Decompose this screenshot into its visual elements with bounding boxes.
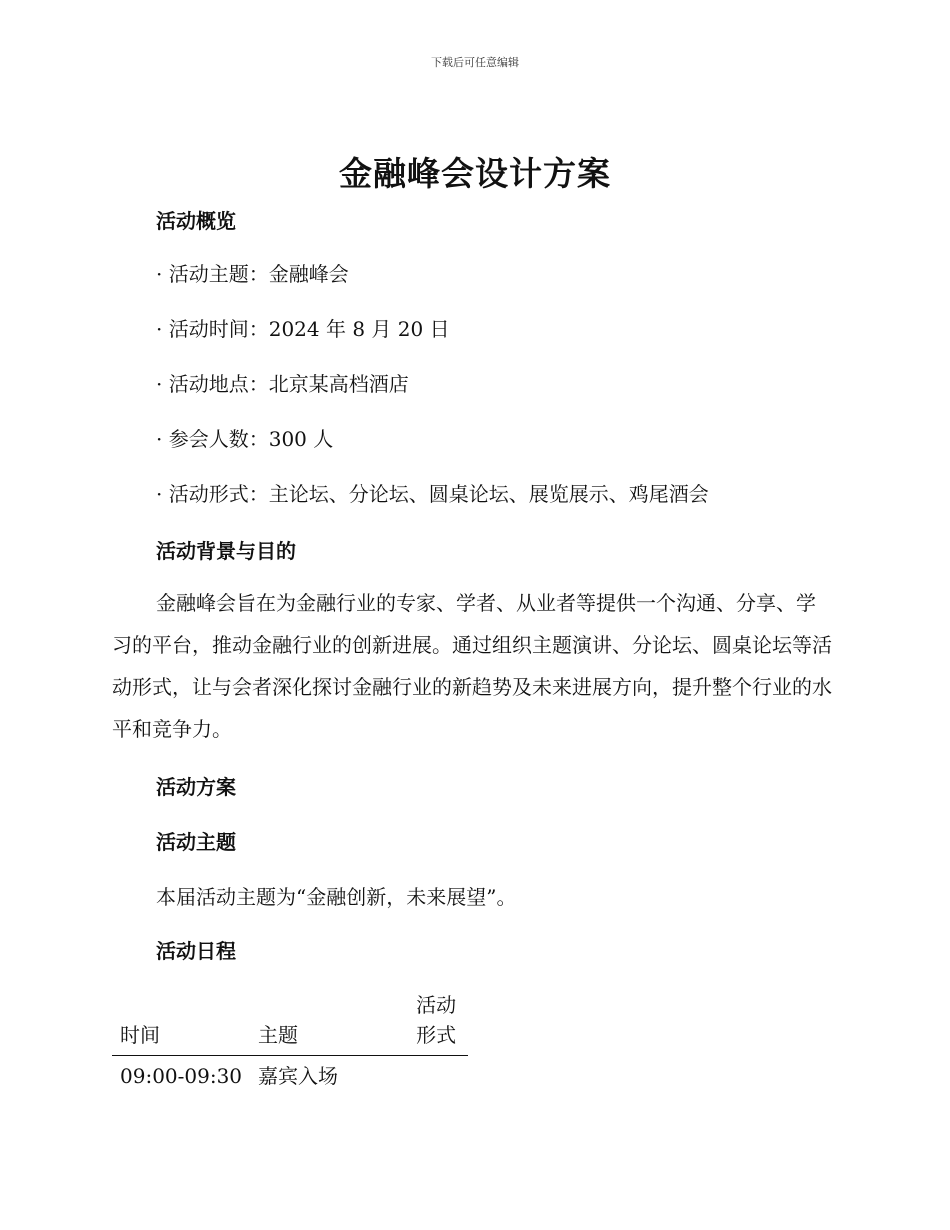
schedule-header-row <box>112 990 468 1056</box>
plan-heading: 活动方案 <box>156 775 236 799</box>
theme-text: 本届活动主题为“金融创新，未来展望”。 <box>156 885 517 909</box>
theme-heading: 活动主题 <box>156 830 236 854</box>
column-header-topic: 主题 <box>250 990 408 1056</box>
table-row <box>112 1056 468 1092</box>
overview-item-time: · 活动时间：2024 年 8 月 20 日 <box>156 317 450 341</box>
overview-item-attendance: · 参会人数：300 人 <box>156 427 334 451</box>
cell-time: 09:00-09:30 <box>120 1064 243 1088</box>
cell-format <box>408 1056 468 1092</box>
overview-item-theme: · 活动主题：金融峰会 <box>156 262 349 286</box>
column-header-format: 活动形式 <box>408 990 468 1056</box>
schedule-table <box>112 990 468 1091</box>
background-paragraph: 金融峰会旨在为金融行业的专家、学者、从业者等提供一个沟通、分享、学习的平台，推动金融行业的创新进展。通过组织主题演讲、分论坛、圆桌论坛等活动形式，让与会者深化探讨金融行业的新趋势及未来进展方向，提升整个行业的水平和竞争力。 <box>112 591 832 741</box>
header-note: 下载后可任意编辑 <box>431 56 519 69</box>
page-title: 金融峰会设计方案 <box>339 154 611 193</box>
overview-item-location: · 活动地点：北京某高档酒店 <box>156 372 409 396</box>
overview-item-format: · 活动形式：主论坛、分论坛、圆桌论坛、展览展示、鸡尾酒会 <box>156 482 709 506</box>
column-header-time: 时间 <box>112 990 250 1056</box>
background-heading: 活动背景与目的 <box>156 539 296 563</box>
cell-topic: 嘉宾入场 <box>258 1064 339 1088</box>
overview-heading: 活动概览 <box>156 209 236 233</box>
schedule-heading: 活动日程 <box>156 939 236 963</box>
